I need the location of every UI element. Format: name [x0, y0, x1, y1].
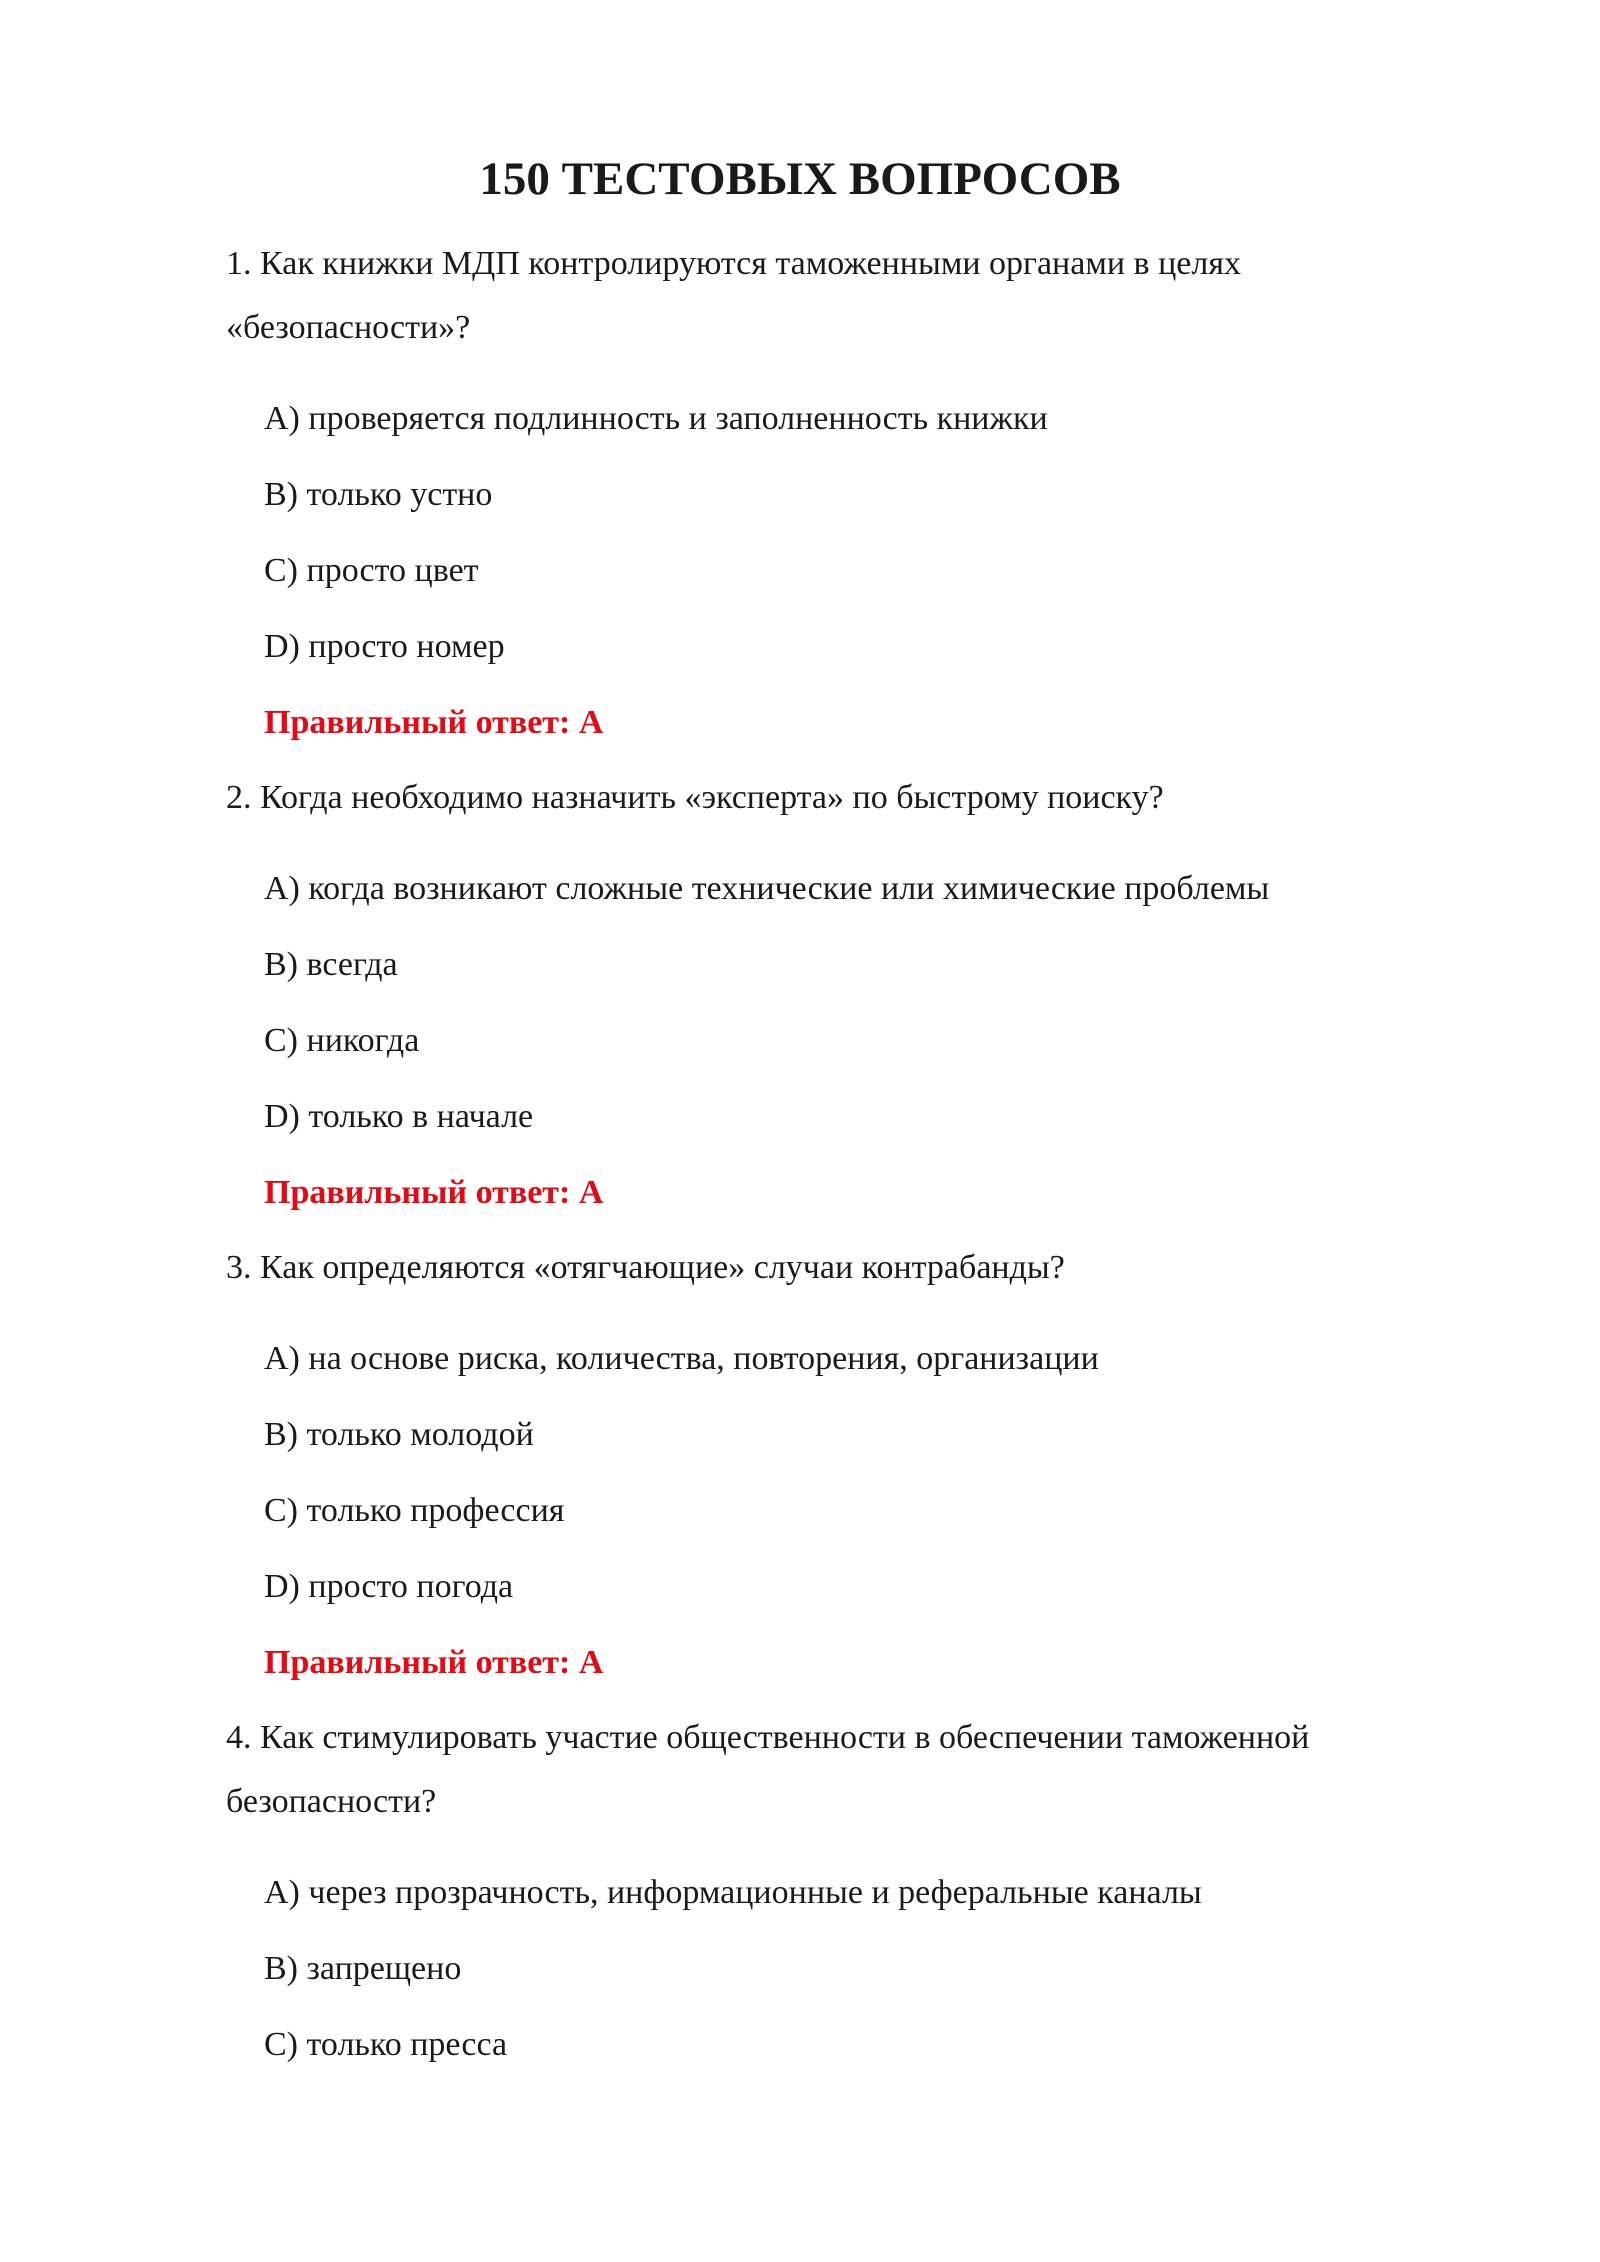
question-3-correct-answer: Правильный ответ: A	[264, 1644, 604, 1681]
question-2-option-a: A) когда возникают сложные технические или химические проблемы	[264, 870, 1270, 907]
question-2-option-b: B) всегда	[264, 946, 398, 983]
question-2-option-d: D) только в начале	[264, 1098, 534, 1135]
question-3-line-1: 3. Как определяются «отягчающие» случаи контрабанды?	[226, 1249, 1065, 1286]
page-title: 150 ТЕСТОВЫХ ВОПРОСОВ	[479, 153, 1121, 205]
question-1-option-d: D) просто номер	[264, 628, 505, 665]
question-2-correct-answer: Правильный ответ: A	[264, 1174, 604, 1211]
question-4-option-b: B) запрещено	[264, 1950, 462, 1987]
question-3-option-b: B) только молодой	[264, 1416, 534, 1453]
question-2-text	[226, 766, 1426, 830]
question-1-line-2: «безопасности»?	[226, 309, 471, 346]
question-4-option-a: A) через прозрачность, информационные и реферальные каналы	[264, 1874, 1202, 1911]
question-1-option-a: A) проверяется подлинность и заполненность книжки	[264, 400, 1048, 437]
question-3-text	[226, 1236, 1426, 1300]
question-2-option-c: C) никогда	[264, 1022, 420, 1059]
question-4-line-1: 4. Как стимулировать участие общественности в обеспечении таможенной	[226, 1719, 1310, 1756]
question-3-option-c: C) только профессия	[264, 1492, 565, 1529]
question-1-line-1: 1. Как книжки МДП контролируются таможенными органами в целях	[226, 245, 1242, 282]
question-1-correct-answer: Правильный ответ: A	[264, 704, 604, 741]
question-1-option-c: C) просто цвет	[264, 552, 479, 589]
question-4-text	[226, 1706, 1426, 1834]
question-2-line-1: 2. Когда необходимо назначить «эксперта» по быстрому поиску?	[226, 779, 1164, 816]
question-3-option-a: A) на основе риска, количества, повторения, организации	[264, 1340, 1099, 1377]
question-1-option-b: B) только устно	[264, 476, 493, 513]
question-3-option-d: D) просто погода	[264, 1568, 514, 1605]
question-1-text	[226, 232, 1426, 360]
question-4-line-2: безопасности?	[226, 1783, 437, 1820]
question-4-option-c: C) только пресса	[264, 2026, 508, 2063]
